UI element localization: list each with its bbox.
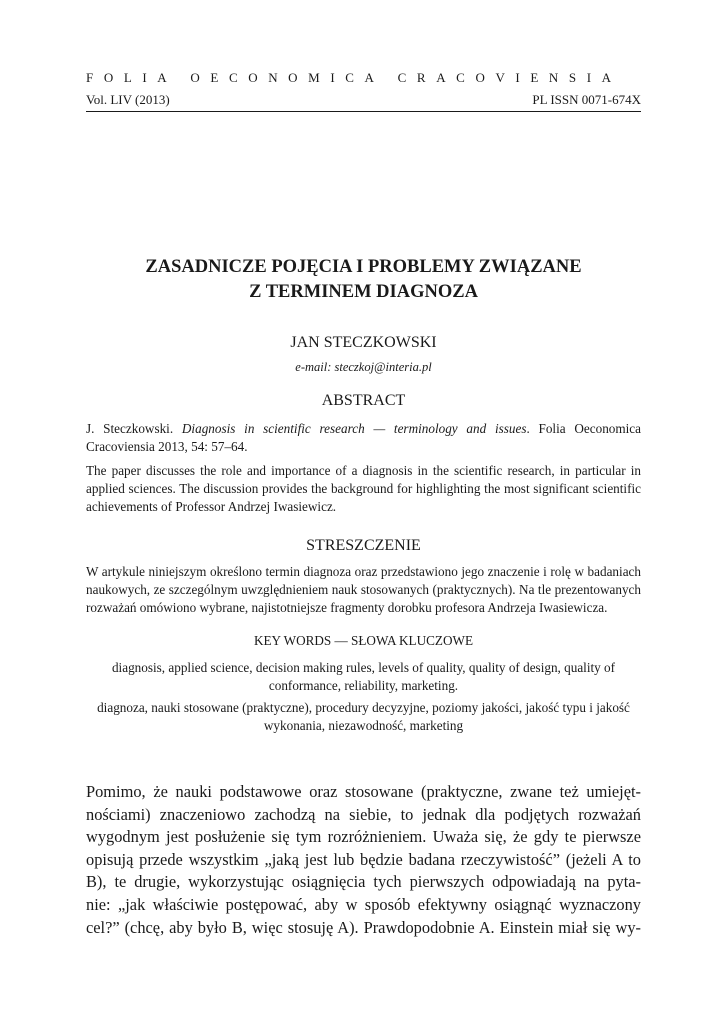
body-paragraph [86, 781, 641, 939]
citation-title: Diagnosis in scientific research — terminology and issues [181, 421, 527, 436]
citation [86, 420, 641, 456]
header-rule [86, 111, 641, 112]
title-line-1: ZASADNICZE POJĘCIA I PROBLEMY ZWIĄZANE [145, 257, 582, 277]
body-line: nościami) znaczeniowo zachodzą na siebie, to jednak dla podjętych rozważań [86, 804, 641, 824]
body-line: cel?” (chcę, aby było B, więc stosuję A). Prawdopodobnie A. Einstein miał się wy- [86, 917, 641, 937]
journal-name: FOLIA OECONOMICA CRACOVIENSIA [86, 70, 622, 85]
article-title [86, 255, 641, 305]
body-line: nie: „jak właściwie postępować, aby w sposób efektywny osiągnąć wyznaczony [86, 894, 641, 914]
body-line: Pomimo, że nauki podstawowe oraz stosowane (praktyczne, zwane też umiejęt- [86, 782, 641, 801]
issn-label: PL ISSN 0071-674X [532, 92, 641, 107]
keywords-english: diagnosis, applied science, decision making rules, levels of quality, quality of design, quality of conformance, reliability, marketing. [111, 660, 616, 693]
keywords-heading: KEY WORDS — SŁOWA KLUCZOWE [253, 633, 474, 648]
author-email: e-mail: steczkoj@interia.pl [295, 360, 432, 374]
volume-line [86, 92, 641, 108]
body-line: B), te drugie, wykorzystując osiągnięcia tych pierwszych odpowiadają na pyta- [86, 872, 641, 892]
volume-label: Vol. LIV (2013) [86, 92, 170, 107]
streszczenie-heading: STRESZCZENIE [306, 537, 421, 554]
body-line: opisują przede wszystkim „jaką jest lub będzie badana rzeczywistość” (jeżeli A to [86, 849, 641, 869]
citation-author: J. Steczkowski. [86, 421, 174, 436]
abstract-text: The paper discusses the role and importance of a diagnosis in the scientific research, in particular in applied sciences. The discussion provides the background for highlighting the most significant scientific achievements of Professor Andrzej Iwasiewicz. [86, 463, 641, 514]
abstract-heading: ABSTRACT [321, 392, 406, 409]
author-name: JAN STECZKOWSKI [290, 334, 437, 351]
streszczenie-text: W artykule niniejszym określono termin diagnoza oraz przedstawiono jego znaczenie i rolę w badaniach naukowych, ze szczególnym uwzględnieniem nauk stosowanych (praktycznych). Na tle prezentowanych rozważań omówiono wybrane, najistotniejsze fragmenty dorobku profesora Andrzeja Iwasiewicza. [86, 564, 641, 615]
keywords-polish: diagnoza, nauki stosowane (praktyczne), procedury decyzyjne, poziomy jakości, jakość typu i jakość wykonania, niezawodność, marketing [97, 700, 630, 733]
body-line: wygodnym jest posłużenie się tym rozróżnieniem. Uważa się, że gdy te pierwsze [86, 827, 641, 847]
title-line-2: Z TERMINEM DIAGNOZA [249, 282, 478, 302]
citation-rest: . Folia Oeconomica Cracoviensia 2013, 54: 57–64. [86, 421, 642, 454]
